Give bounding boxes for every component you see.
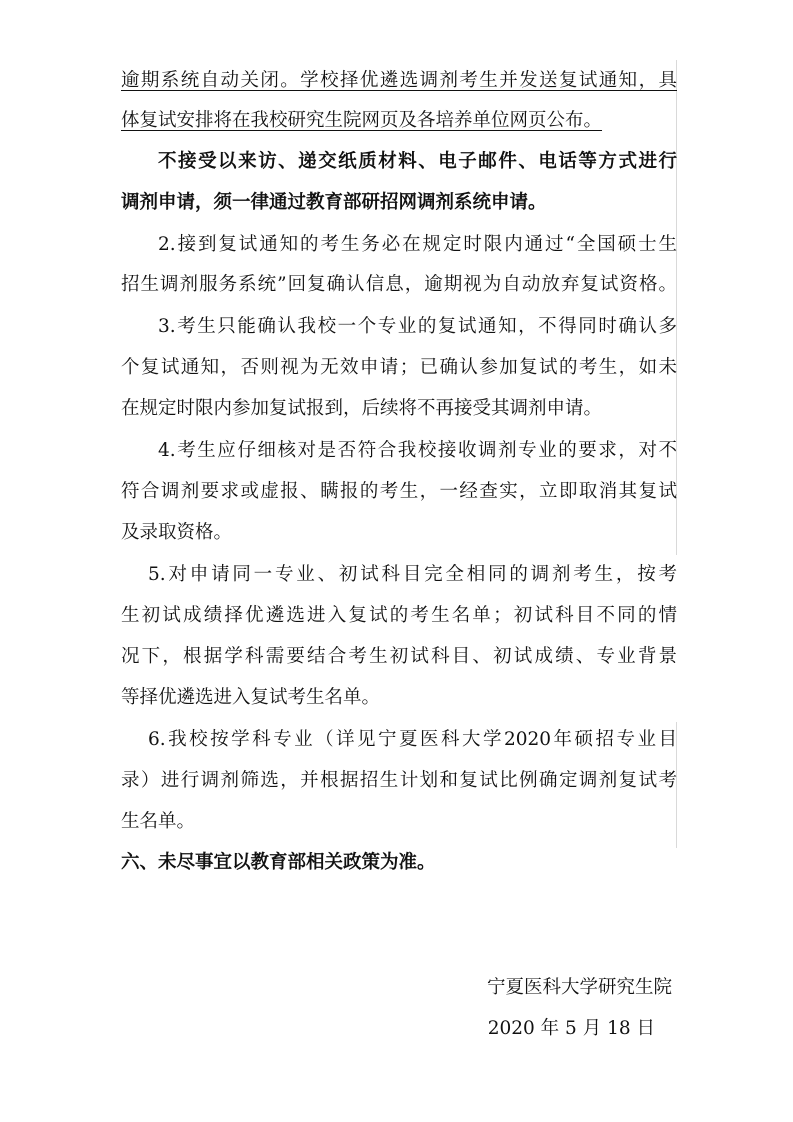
item-3-line-3: 在规定时限内参加复试报到，后续将不再接受其调剂申请。 <box>121 398 603 419</box>
item-5-line-1: 5.对申请同一专业、初试科目完全相同的调剂考生，按考 <box>148 564 677 585</box>
signature-date: 2020 年 5 月 18 日 <box>487 1018 655 1039</box>
paragraph-line-2: 体复试安排将在我校研究生院网页及各培养单位网页公布。 <box>121 110 603 131</box>
item-4-line-2: 符合调剂要求或虚报、瞒报的考生，一经查实，立即取消其复试 <box>121 481 677 502</box>
item-6-line-2: 录）进行调剂筛选，并根据招生计划和复试比例确定调剂复试考 <box>121 770 677 791</box>
section-heading-six: 六、未尽事宜以教育部相关政策为准。 <box>121 852 436 873</box>
item-4-line-1: 4.考生应仔细核对是否符合我校接收调剂专业的要求，对不 <box>158 440 677 461</box>
item-6-line-1: 6.我校按学科专业（详见宁夏医科大学2020年硕招专业目 <box>148 729 677 750</box>
item-4-line-3: 及录取资格。 <box>121 522 233 543</box>
bold-paragraph-line-1: 不接受以来访、递交纸质材料、电子邮件、电话等方式进行 <box>158 151 677 172</box>
bold-paragraph-line-2: 调剂申请，须一律通过教育部研招网调剂系统申请。 <box>121 192 547 213</box>
item-3-line-1: 3.考生只能确认我校一个专业的复试通知，不得同时确认多 <box>158 316 677 337</box>
item-5-line-2: 生初试成绩择优遴选进入复试的考生名单；初试科目不同的情 <box>121 605 677 626</box>
item-6-line-3: 生名单。 <box>121 811 196 832</box>
signature-organization: 宁夏医科大学研究生院 <box>486 977 672 998</box>
item-3-line-2: 个复试通知，否则视为无效申请；已确认参加复试的考生，如未 <box>121 357 677 378</box>
item-2-line-2: 招生调剂服务系统”回复确认信息，逾期视为自动放弃复试资格。 <box>121 274 677 295</box>
item-5-line-3: 况下，根据学科需要结合考生初试科目、初试成绩、专业背景 <box>121 646 677 667</box>
item-5-line-4: 等择优遴选进入复试考生名单。 <box>121 687 381 708</box>
paragraph-line-1: 逾期系统自动关闭。学校择优遴选调剂考生并发送复试通知，具 <box>121 70 677 91</box>
item-2-line-1: 2.接到复试通知的考生务必在规定时限内通过“全国硕士生 <box>158 234 677 255</box>
